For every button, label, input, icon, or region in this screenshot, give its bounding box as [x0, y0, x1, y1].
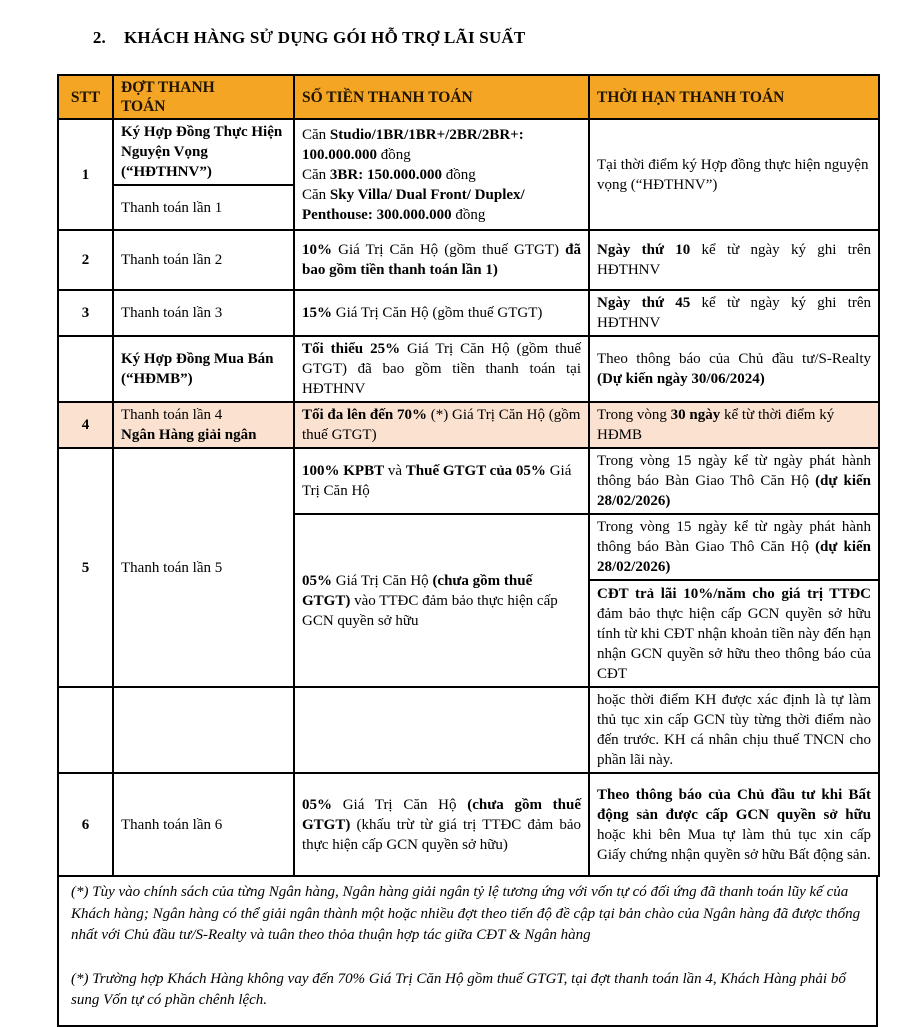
cell-amount-5a: 100% KPBT và Thuế GTGT của 05% Giá Trị Căn Hộ [294, 448, 589, 514]
cell-installment-3: Thanh toán lần 3 [113, 290, 294, 336]
header-stt: STT [58, 75, 113, 119]
cell-installment-1b: Thanh toán lần 1 [113, 185, 294, 230]
table-row [58, 119, 879, 185]
header-amount: SỐ TIỀN THANH TOÁN [294, 75, 589, 119]
cell-installment-5d-empty [113, 687, 294, 773]
cell-installment-5: Thanh toán lần 5 [113, 448, 294, 687]
table-row [58, 448, 879, 514]
cell-amount-1: Căn Studio/1BR/1BR+/2BR/2BR+: 100.000.000 đồng Căn 3BR: 150.000.000 đồng Căn Sky Villa/ Dual Front/ Duplex/ Penthouse: 300.000.000 đồng [294, 119, 589, 230]
cell-deadline-4b: Trong vòng 30 ngày kể từ thời điểm ký HĐMB [589, 402, 879, 448]
cell-amount-2: 10% Giá Trị Căn Hộ (gồm thuế GTGT) đã bao gồm tiền thanh toán lần 1) [294, 230, 589, 290]
cell-amount-4b: Tối đa lên đến 70% (*) Giá Trị Căn Hộ (gồm thuế GTGT) [294, 402, 589, 448]
footnote-bank-disbursement: (*) Tùy vào chính sách của từng Ngân hàng, Ngân hàng giải ngân tỷ lệ tương ứng với vốn tự có đối ứng đã thanh toán lũy kế của Khách hàng; Ngân hàng có thể giải ngân thành một hoặc nhiều đợt theo tiến độ đề cập tại bản chào của Ngân hàng đã được thống nhất với Chủ đầu tư/S-Realty và tuân theo thỏa thuận hợp tác giữa CĐT & Ngân hàng [71, 884, 861, 943]
header-installment: ĐỢT THANH TOÁN [113, 75, 294, 119]
cell-stt-5: 5 [58, 448, 113, 687]
cell-installment-4b: Thanh toán lần 4 Ngân Hàng giải ngân [113, 402, 294, 448]
cell-stt-5d-empty [58, 687, 113, 773]
title-number: 2. [92, 28, 106, 47]
cell-deadline-2: Ngày thứ 10 kể từ ngày ký ghi trên HĐTHNV [589, 230, 879, 290]
cell-stt-4: 4 [58, 402, 113, 448]
cell-amount-5b: 05% Giá Trị Căn Hộ (chưa gồm thuế GTGT) vào TTĐC đảm bảo thực hiện cấp GCN quyền sở hữu [294, 514, 589, 687]
cell-stt-6: 6 [58, 773, 113, 876]
page-title [75, 8, 922, 68]
cell-deadline-5b: Trong vòng 15 ngày kể từ ngày phát hành thông báo Bàn Giao Thô Căn Hộ (dự kiến 28/02/2026) [589, 514, 879, 580]
table-row [58, 773, 879, 876]
table-header-row [58, 75, 879, 119]
table-row [58, 336, 879, 402]
cell-stt-2: 2 [58, 230, 113, 290]
footnote-equity-shortfall: (*) Trường hợp Khách Hàng không vay đến 70% Giá Trị Căn Hộ gồm thuế GTGT, tại đợt thanh toán lần 4, Khách Hàng phải bổ sung Vốn tự có phần chênh lệch. [71, 970, 846, 1008]
table-row [58, 687, 879, 773]
cell-installment-2: Thanh toán lần 2 [113, 230, 294, 290]
cell-amount-5d-empty [294, 687, 589, 773]
cell-stt-1: 1 [58, 119, 113, 230]
cell-installment-1a: Ký Hợp Đồng Thực Hiện Nguyện Vọng (“HĐTHNV”) [113, 119, 294, 185]
cell-deadline-3: Ngày thứ 45 kể từ ngày ký ghi trên HĐTHNV [589, 290, 879, 336]
cell-stt-3: 3 [58, 290, 113, 336]
cell-amount-3: 15% Giá Trị Căn Hộ (gồm thuế GTGT) [294, 290, 589, 336]
document-page [0, 8, 922, 1008]
footnotes-box [57, 877, 878, 1027]
table-row [58, 230, 879, 290]
cell-deadline-6: Theo thông báo của Chủ đầu tư khi Bất động sản được cấp GCN quyền sở hữu hoặc khi bên Mua tự làm thủ tục xin cấp Giấy chứng nhận quyền sở hữu Bất động sản. [589, 773, 879, 876]
header-deadline: THỜI HẠN THANH TOÁN [589, 75, 879, 119]
cell-stt-4a [58, 336, 113, 402]
cell-deadline-5c: CĐT trả lãi 10%/năm cho giá trị TTĐC đảm bảo thực hiện cấp GCN quyền sở hữu tính từ khi CĐT nhận khoản tiền này đến hạn nhận GCN quyền sở hữu theo thông báo của CĐT [589, 580, 879, 687]
table-row [58, 290, 879, 336]
table-wrapper [57, 74, 878, 1027]
payment-schedule-table [57, 74, 880, 877]
cell-deadline-5a: Trong vòng 15 ngày kể từ ngày phát hành thông báo Bàn Giao Thô Căn Hộ (dự kiến 28/02/2026) [589, 448, 879, 514]
cell-deadline-4a: Theo thông báo của Chủ đầu tư/S-Realty (Dự kiến ngày 30/06/2024) [589, 336, 879, 402]
cell-deadline-1: Tại thời điểm ký Hợp đồng thực hiện nguyện vọng (“HĐTHNV”) [589, 119, 879, 230]
title-text: KHÁCH HÀNG SỬ DỤNG GÓI HỖ TRỢ LÃI SUẤT [123, 28, 526, 47]
cell-installment-4a: Ký Hợp Đồng Mua Bán (“HĐMB”) [113, 336, 294, 402]
cell-amount-4a: Tối thiểu 25% Giá Trị Căn Hộ (gồm thuế GTGT) đã bao gồm tiền thanh toán tại HĐTHNV [294, 336, 589, 402]
cell-amount-6: 05% Giá Trị Căn Hộ (chưa gồm thuế GTGT) (khấu trừ từ giá trị TTĐC đảm bảo thực hiện cấp GCN quyền sở hữu) [294, 773, 589, 876]
cell-deadline-5d: hoặc thời điểm KH được xác định là tự làm thủ tục xin cấp GCN tùy từng thời điểm nào đến trước. KH cá nhân chịu thuế TNCN cho phần lãi này. [589, 687, 879, 773]
table-row-highlighted [58, 402, 879, 448]
cell-installment-6: Thanh toán lần 6 [113, 773, 294, 876]
